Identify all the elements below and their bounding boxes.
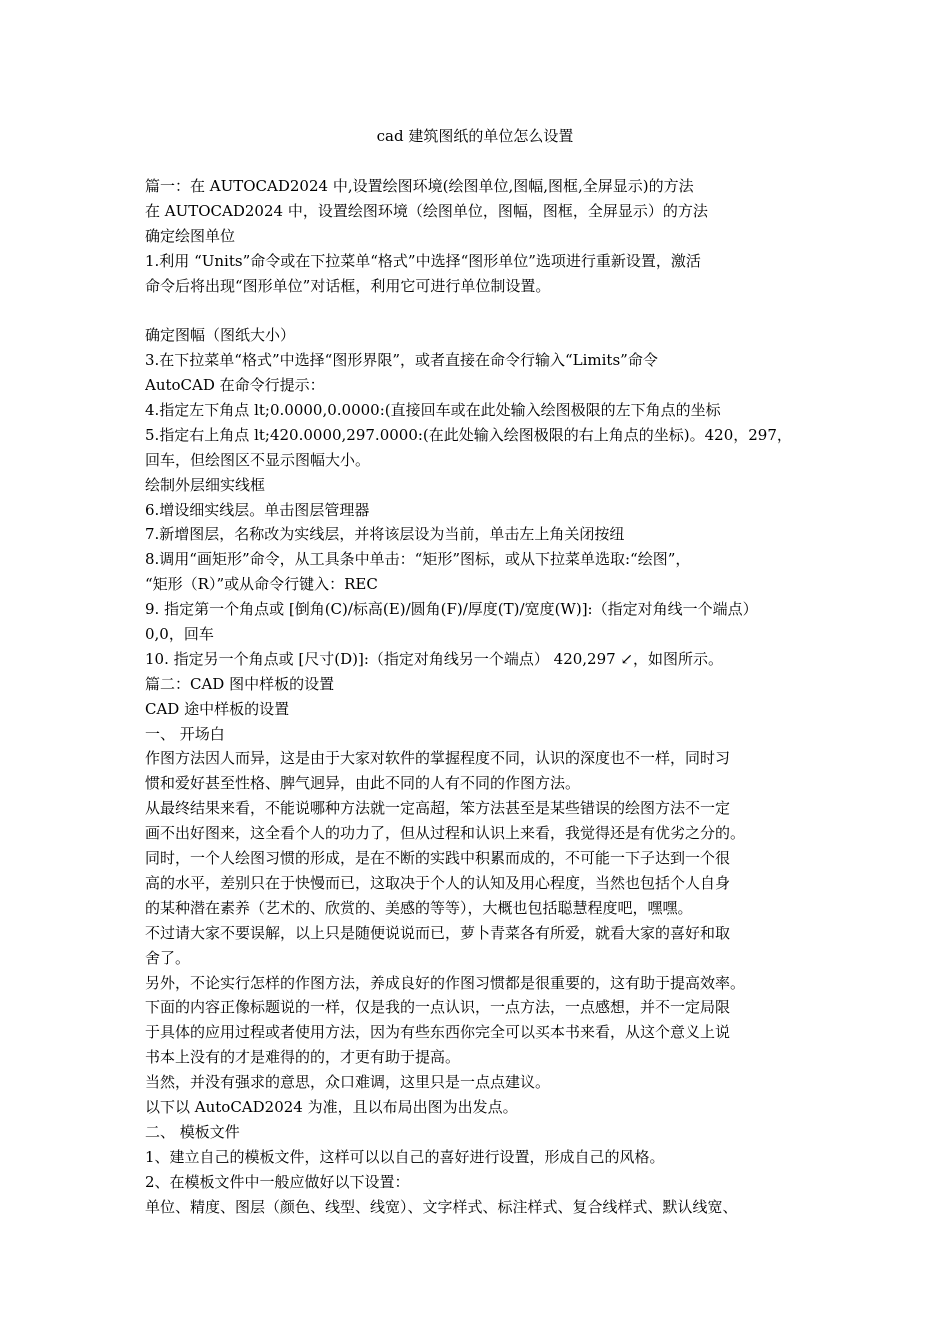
- text-line: 3.在下拉菜单“格式”中选择“图形界限”，或者直接在命令行输入“Limits”命令: [145, 351, 658, 370]
- text-line: 5.指定右上角点 lt;420.0000,297.0000:(在此处输入绘图极限的右上角点的坐标)。420，297，: [145, 425, 792, 444]
- text-line: 从最终结果来看，不能说哪种方法就一定高超，笨方法甚至是某些错误的绘图方法不一定: [145, 799, 731, 818]
- text-line: 1、建立自己的模板文件，这样可以以自己的喜好进行设置，形成自己的风格。: [145, 1147, 665, 1166]
- text-line: 于具体的应用过程或者使用方法，因为有些东西你完全可以买本书来看，从这个意义上说: [145, 1023, 731, 1042]
- text-line: 在 AUTOCAD2024 中，设置绘图环境（绘图单位，图幅，图框，全屏显示）的方法: [145, 201, 708, 220]
- text-line: 1.利用 “Units”命令或在下拉菜单“格式”中选择“图形单位”选项进行重新设置，激活: [145, 251, 701, 270]
- text-line: 一、 开场白: [145, 724, 225, 743]
- text-line: 4.指定左下角点 lt;0.0000,0.0000:(直接回车或在此处输入绘图极限的左下角点的坐标: [145, 401, 721, 420]
- text-line: CAD 途中样板的设置: [145, 699, 290, 718]
- text-line: 作图方法因人而异，这是由于大家对软件的掌握程度不同，认识的深度也不一样，同时习: [145, 749, 731, 768]
- text-line: 10. 指定另一个角点或 [尺寸(D)]:（指定对角线另一个端点） 420,297 ↙，如图所示。: [145, 649, 724, 668]
- text-line: 惯和爱好甚至性格、脾气迥异，由此不同的人有不同的作图方法。: [145, 774, 581, 793]
- text-line: 2、在模板文件中一般应做好以下设置：: [145, 1172, 410, 1191]
- document-body: [145, 174, 815, 1219]
- text-line: 二、 模板文件: [145, 1122, 240, 1141]
- text-line: 篇二：CAD 图中样板的设置: [145, 674, 335, 693]
- text-line: 不过请大家不要误解，以上只是随便说说而已，萝卜青菜各有所爱，就看大家的喜好和取: [145, 923, 731, 942]
- text-line: 9. 指定第一个角点或 [倒角(C)/标高(E)/圆角(F)/厚度(T)/宽度(W)]:（指定对角线一个端点）: [145, 600, 758, 619]
- text-line: 舍了。: [145, 948, 191, 967]
- blank-line: [145, 298, 815, 323]
- text-line: 以下以 AutoCAD2024 为准，且以布局出图为出发点。: [145, 1097, 518, 1116]
- text-line: 书本上没有的才是难得的的，才更有助于提高。: [145, 1048, 461, 1067]
- text-line: 同时，一个人绘图习惯的形成，是在不断的实践中积累而成的，不可能一下子达到一个很: [145, 849, 731, 868]
- text-line: 单位、精度、图层（颜色、线型、线宽）、文字样式、标注样式、复合线样式、默认线宽、: [145, 1197, 738, 1216]
- text-line: 的某种潜在素养（艺术的、欣赏的、美感的等等），大概也包括聪慧程度吧，嘿嘿。: [145, 898, 693, 917]
- text-line: 8.调用“画矩形”命令，从工具条中单击：“矩形”图标，或从下拉菜单选取:“绘图”，: [145, 550, 691, 569]
- text-line: 0,0，回车: [145, 625, 214, 644]
- text-line: 确定绘图单位: [145, 226, 236, 245]
- text-line: 下面的内容正像标题说的一样，仅是我的一点认识，一点方法，一点感想，并不一定局限: [145, 998, 731, 1017]
- document-title: cad 建筑图纸的单位怎么设置: [376, 127, 574, 145]
- text-line: “矩形（R）”或从命令行键入：REC: [145, 575, 378, 594]
- text-line: 6.增设细实线层。单击图层管理器: [145, 500, 370, 519]
- text-line: 画不出好图来，这全看个人的功力了，但从过程和认识上来看，我觉得还是有优劣之分的。: [145, 824, 746, 843]
- text-line: 7.新增图层，名称改为实线层，并将该层设为当前，单击左上角关闭按纽: [145, 525, 625, 544]
- text-line: 绘制外层细实线框: [145, 475, 266, 494]
- text-line: 另外，不论实行怎样的作图方法，养成良好的作图习惯都是很重要的，这有助于提高效率。: [145, 973, 746, 992]
- text-line: 命令后将出现“图形单位”对话框，利用它可进行单位制设置。: [145, 276, 551, 295]
- text-line: 回车，但绘图区不显示图幅大小。: [145, 450, 371, 469]
- text-line: AutoCAD 在命令行提示：: [145, 376, 325, 395]
- text-line: 确定图幅（图纸大小）: [145, 326, 296, 345]
- text-line: 高的水平，差别只在于快慢而已，这取决于个人的认知及用心程度，当然也包括个人自身: [145, 873, 731, 892]
- text-line: 当然，并没有强求的意思，众口难调，这里只是一点点建议。: [145, 1073, 551, 1092]
- text-line: 篇一：在 AUTOCAD2024 中,设置绘图环境(绘图单位,图幅,图框,全屏显示)的方法: [145, 177, 694, 195]
